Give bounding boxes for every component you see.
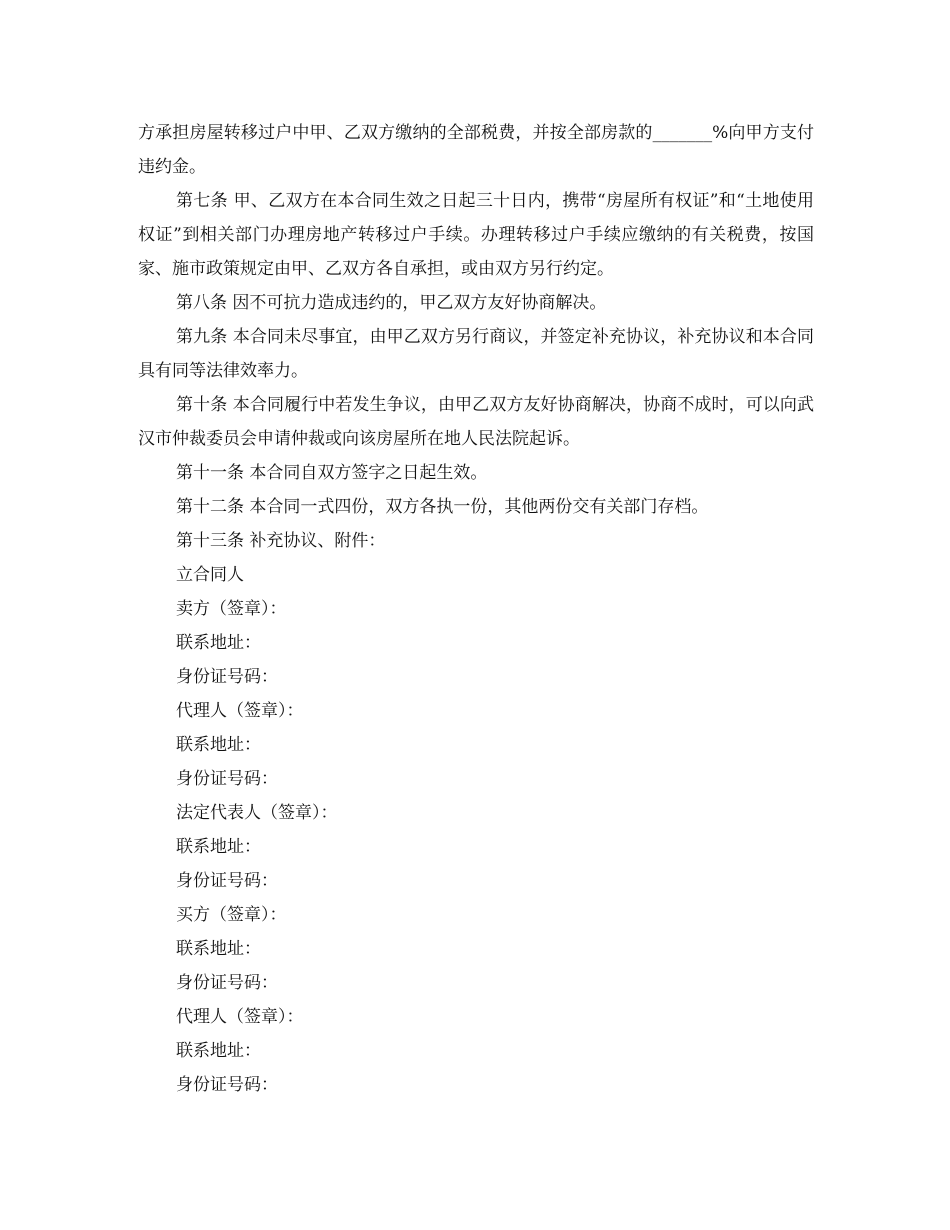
article-11: 第十一条 本合同自双方签字之日起生效。 — [176, 463, 488, 483]
seller-address-line: 联系地址： — [176, 633, 261, 653]
article-10: 第十条 本合同履行中若发生争议，由甲乙双方友好协商解决，协商不成时，可以向武汉市仲裁委员会申请仲裁或向该房屋所在地人民法院起诉。 — [138, 395, 814, 449]
article-7: 第七条 甲、乙双方在本合同生效之日起三十日内，携带“房屋所有权证”和“土地使用权证”到相关部门办理房地产转移过户手续。办理转移过户手续应缴纳的有关税费，按国家、施市政策规定由甲、乙双方各自承担，或由双方另行约定。 — [138, 191, 814, 279]
buyer-id-line: 身份证号码： — [176, 973, 278, 993]
buyer-agent-signature-line: 代理人（签章）： — [176, 1007, 304, 1027]
article-13: 第十三条 补充协议、附件： — [176, 531, 386, 551]
contract-body — [138, 116, 814, 1102]
buyer-agent-address-line: 联系地址： — [176, 1041, 261, 1061]
penalty-paragraph-continuation: 方承担房屋转移过户中甲、乙双方缴纳的全部税费，并按全部房款的_______%向甲方支付违约金。 — [138, 123, 814, 177]
legal-representative-address-line: 联系地址： — [176, 837, 261, 857]
contract-parties-heading: 立合同人 — [176, 565, 244, 585]
seller-signature-line: 卖方（签章）： — [176, 599, 287, 619]
article-12: 第十二条 本合同一式四份，双方各执一份，其他两份交有关部门存档。 — [176, 497, 709, 517]
seller-agent-id-line: 身份证号码： — [176, 769, 278, 789]
seller-id-line: 身份证号码： — [176, 667, 278, 687]
signature-section — [138, 558, 814, 1102]
legal-representative-id-line: 身份证号码： — [176, 871, 278, 891]
buyer-agent-id-line: 身份证号码： — [176, 1075, 278, 1095]
seller-agent-address-line: 联系地址： — [176, 735, 261, 755]
article-9: 第九条 本合同未尽事宜，由甲乙双方另行商议，并签定补充协议，补充协议和本合同具有同等法律效率力。 — [138, 327, 814, 381]
buyer-signature-line: 买方（签章）： — [176, 905, 287, 925]
buyer-address-line: 联系地址： — [176, 939, 261, 959]
legal-representative-signature-line: 法定代表人（签章）： — [176, 803, 338, 823]
seller-agent-signature-line: 代理人（签章）： — [176, 701, 304, 721]
article-8: 第八条 因不可抗力造成违约的，甲乙双方友好协商解决。 — [176, 293, 607, 313]
